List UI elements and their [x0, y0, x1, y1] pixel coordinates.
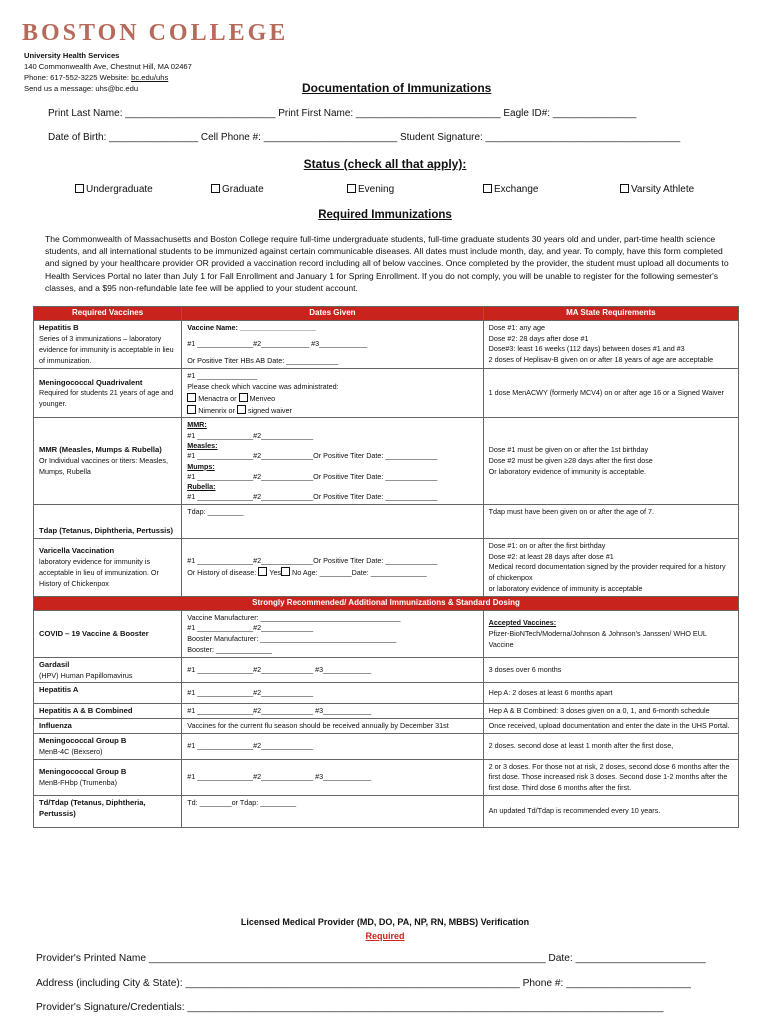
checkbox-icon[interactable] — [239, 393, 248, 402]
row-hepatitis-a: Hepatitis A #1 ______________#2_____________ Hep A: 2 doses at least 6 months apart — [34, 683, 739, 704]
provider-name-field[interactable]: Provider's Printed Name ______________________________________________________________________ Date: _______________________ — [36, 953, 706, 964]
checkbox-icon[interactable] — [281, 567, 290, 576]
section-header-recommended: Strongly Recommended/ Additional Immunizations & Standard Dosing — [34, 596, 739, 610]
row-hepatitis-a-b: Hepatitis A & B Combined #1 ______________#2_____________ #3____________ Hep A & B Combined: 3 doses given on a 0, 1, and 6-month schedule — [34, 704, 739, 719]
checkbox-icon[interactable] — [258, 567, 267, 576]
row-mmr: MMR (Measles, Mumps & Rubella) Or Individual vaccines or titers: Measles, Mumps, Rubella MMR: #1 ______________#2_____________ Measles: #1 ______________#2_____________Or Positive Titer Date: _____________ Mumps: #1 ______________#2_____________Or Positive Titer Date: _____________ Rubella: #1 ______________#2_____________Or Positive Titer Date: _____________ Dose #1 must be given on or after the 1st birthday Dose #2 must be given ≥28 days after the first dose Or laboratory evidence of immunity is acceptable. — [34, 418, 739, 504]
row-menb-bexsero: Meningococcal Group B MenB-4C (Bexsero) #1 ______________#2_____________ 2 doses. second dose at least 1 month after the first dose, — [34, 733, 739, 759]
header-ma-requirements: MA State Requirements — [483, 307, 738, 321]
org-name: University Health Services — [24, 51, 120, 60]
phone: Phone: 617-552-3225 Website: — [24, 73, 132, 82]
row-menb-trumenba: Meningococcal Group B MenB-FHbp (Trumenba) #1 ______________#2_____________ #3____________ 2 or 3 doses. For those not at risk, 2 doses, second dose 6 months after the first dose. Those increased risk 3 doses. Second dose 1-2 months after the first dose. Third dose 6 months after the first. — [34, 759, 739, 795]
row-hepatitis-b: Hepatitis B Series of 3 immunizations – laboratory evidence for immunity is acceptable in lieu of immunization. Vaccine Name: ___________________ #1 ______________#2____________ #3____________ Or Positive Titer HBs AB Date: _____________ Dose #1: any age Dose #2: 28 days after dose #1 Dose#3: least 16 weeks (112 days) between doses #1 and #3 2 doses of Heplisav-B given on or after 18 years of age are acceptable — [34, 320, 739, 368]
intro-paragraph: The Commonwealth of Massachusetts and Boston College require full-time undergraduate students, full-time graduate students 30 years old and under, part-time health science students, and all international students to be immunized against certain communicable diseases. All dates must include month, day, and year. To comply, have this form completed and signed by your healthcare provider OR provided a vaccination record including all of below vaccines. Once completed by the provider, the student must upload all documents to Health Services Portal no later than July 1 for Fall Enrollment and January 1 for Spring Enrollment. If you do not comply, you will be unable to register for the following semester's classes, and a $95 non-refundable late fee will be applied to your student account. — [45, 234, 729, 293]
table-header — [34, 307, 739, 321]
name-fields[interactable]: Print Last Name: ___________________________ Print First Name: __________________________ Eagle ID#: _______________ — [48, 108, 637, 119]
required-label: Required — [365, 931, 405, 941]
checkbox-icon[interactable] — [211, 184, 220, 193]
phone-line — [24, 72, 192, 83]
status-evening[interactable]: Evening — [347, 184, 394, 195]
immunization-table — [33, 306, 739, 828]
required-immunizations-title: Required Immunizations — [318, 209, 452, 221]
boston-college-logo: BOSTON COLLEGE — [22, 20, 289, 46]
row-td-tdap: Td/Tdap (Tetanus, Diphtheria, Pertussis) Td: ________or Tdap: _________ An updated Td/Tdap is recommended every 10 years. — [34, 795, 739, 827]
vaccine-name: Hepatitis B — [39, 323, 79, 333]
row-influenza: Influenza Vaccines for the current flu season should be received annually by December 31st Once received, upload documentation and enter the date in the UHS Portal. — [34, 719, 739, 734]
address: 140 Commonwealth Ave, Chestnut Hill, MA 02467 — [24, 62, 192, 71]
checkbox-icon[interactable] — [187, 393, 196, 402]
contact-block — [24, 50, 192, 94]
checkbox-icon[interactable] — [620, 184, 629, 193]
status-undergraduate[interactable]: Undergraduate — [75, 184, 153, 195]
row-gardasil: Gardasil (HPV) Human Papillomavirus #1 ______________#2_____________ #3____________ 3 doses over 6 months — [34, 657, 739, 683]
status-title: Status (check all that apply): — [303, 157, 467, 171]
provider-signature-field[interactable]: Provider's Signature/Credentials: ____________________________________________________________________________________ — [36, 1002, 664, 1013]
checkbox-icon[interactable] — [237, 405, 246, 414]
website-link[interactable]: bc.edu/uhs — [131, 73, 169, 82]
status-exchange[interactable]: Exchange — [483, 184, 538, 195]
provider-address-field[interactable]: Address (including City & State): ___________________________________________________________ Phone #: ______________________ — [36, 978, 691, 989]
header-required-vaccines: Required Vaccines — [34, 307, 182, 321]
dob-phone-signature-fields[interactable]: Date of Birth: ________________ Cell Phone #: ________________________ Student Signature: ___________________________________ — [48, 132, 681, 143]
row-meningococcal-quadrivalent: Meningococcal Quadrivalent Required for students 21 years of age and younger. #1 _______________ Please check which vaccine was administrated: Menactra or Menveo Nimenrix or signed waiver 1 dose MenACWY (formerly MCV4) on or after age 16 or a Signed Waiver — [34, 369, 739, 418]
row-covid: COVID – 19 Vaccine & Booster Vaccine Manufacturer: ___________________________________ #1 ______________#2_____________ Booster Manufacturer: __________________________________ Booster: ______________ Accepted Vaccines: Pfizer-BioNTech/Moderna/Johnson & Johnson's Janssen/ WHO EUL Vaccine — [34, 610, 739, 657]
provider-verification-title: Licensed Medical Provider (MD, DO, PA, NP, RN, MBBS) Verification — [240, 917, 530, 927]
checkbox-icon[interactable] — [347, 184, 356, 193]
checkbox-icon[interactable] — [187, 405, 196, 414]
status-graduate[interactable]: Graduate — [211, 184, 264, 195]
row-varicella: Varicella Vaccination laboratory evidence for immunity is acceptable in lieu of immunization. Or History of Chickenpox #1 ______________#2_____________Or Positive Titer Date: _____________ Or History of disease: Yes No Age: ________Date: ______________ Dose #1: on or after the first birthday Dose #2: at least 28 days after dose #1 Medical record documentation signed by the provider required for a history of chickenpox or laboratory evidence of immunity is acceptable — [34, 538, 739, 596]
row-tdap: Tdap (Tetanus, Diphtheria, Pertussis) Tdap: _________ Tdap must have been given on or after the age of 7. — [34, 504, 739, 538]
header-dates-given: Dates Given — [182, 307, 483, 321]
status-varsity-athlete[interactable]: Varsity Athlete — [620, 184, 694, 195]
checkbox-icon[interactable] — [483, 184, 492, 193]
email-line: Send us a message: uhs@bc.edu — [24, 84, 139, 93]
checkbox-icon[interactable] — [75, 184, 84, 193]
document-title: Documentation of Immunizations — [302, 81, 492, 95]
